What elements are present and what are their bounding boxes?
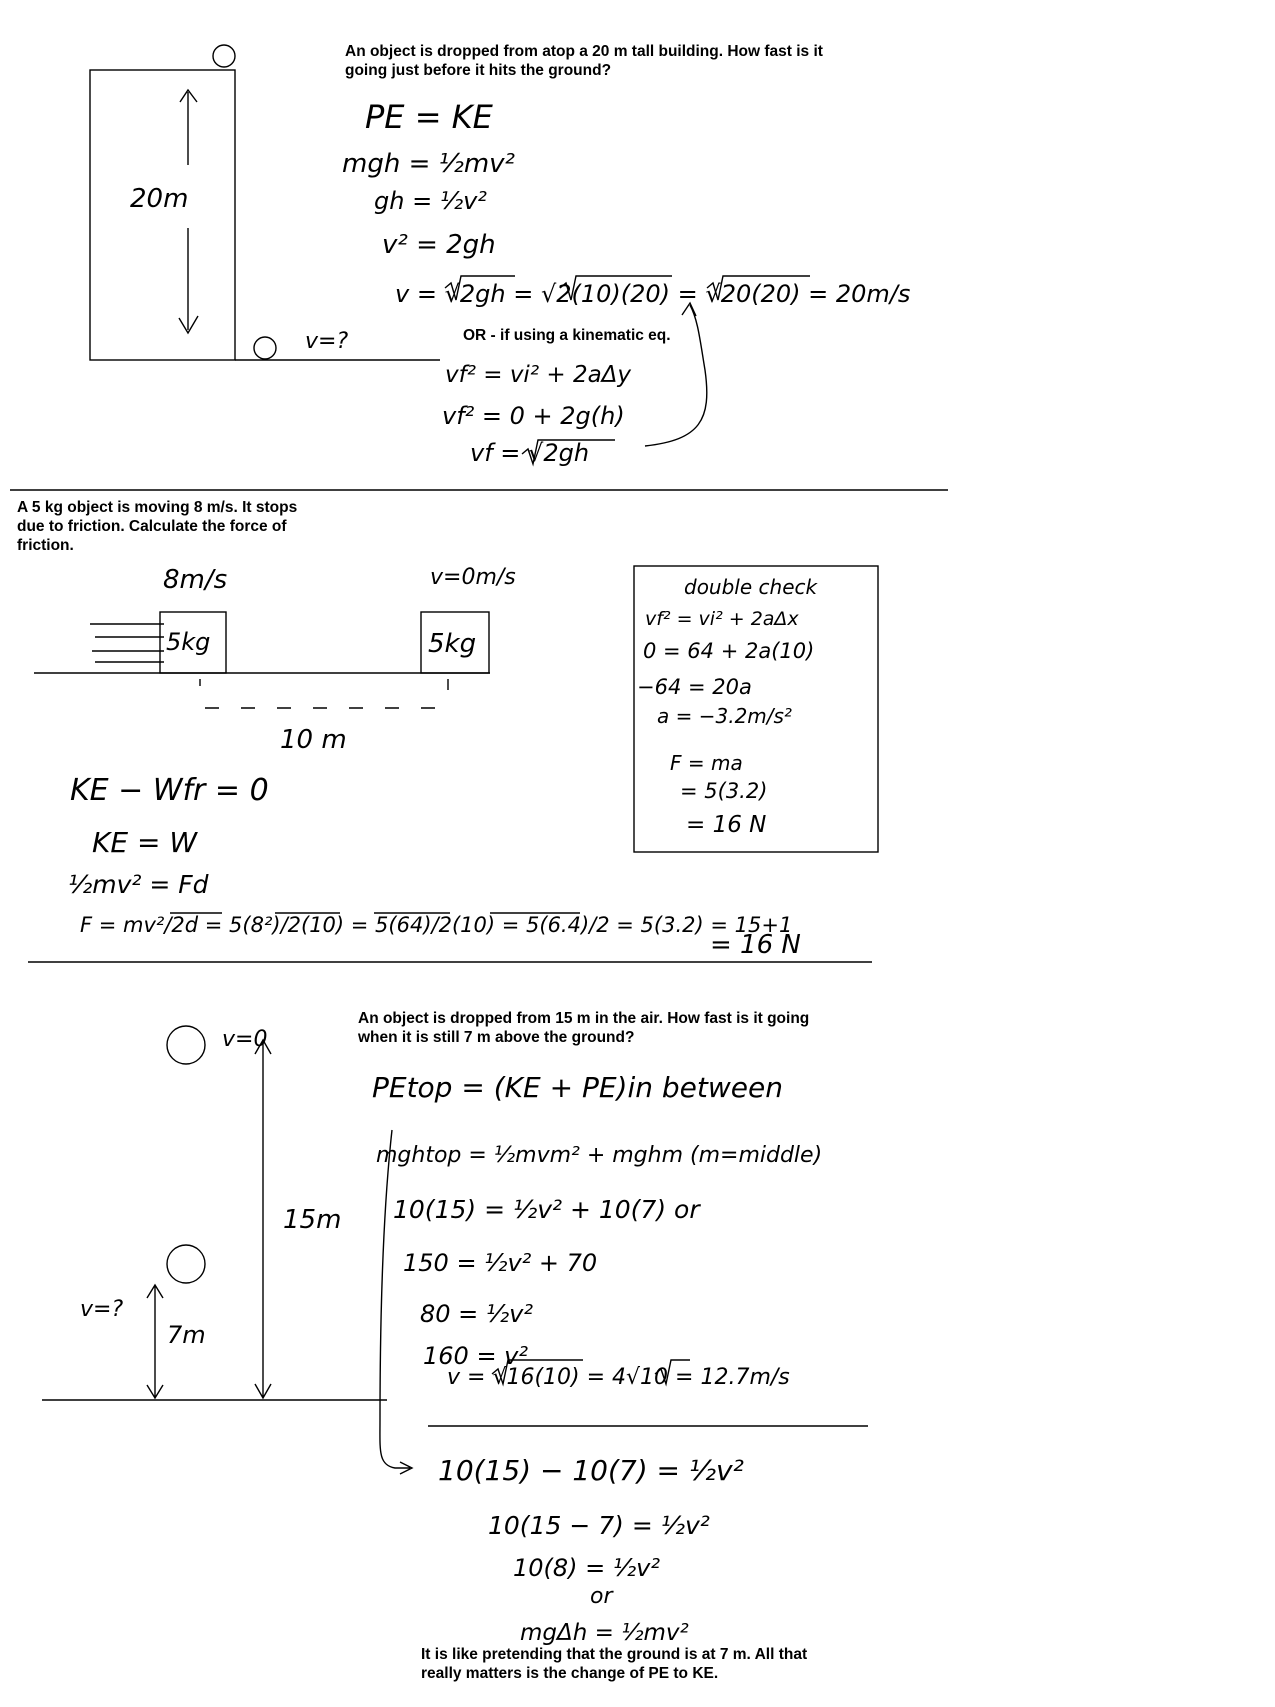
problem1-prompt xyxy=(345,42,823,80)
top-velocity-label: v=0 xyxy=(222,1027,268,1052)
mass-label: 5kg xyxy=(428,629,477,659)
work-line: v = √16(10) = 4√10 = 12.7m/s xyxy=(447,1365,790,1390)
alt-work-line: 10(15 − 7) = ½v² xyxy=(488,1511,710,1540)
alt-method-heading: OR - if using a kinematic eq. xyxy=(463,327,671,344)
work-line: PE = KE xyxy=(365,98,493,136)
work-line: v = √2gh = √2(10)(20) = √20(20) = 20m/s xyxy=(395,280,911,308)
mass-label: 5kg xyxy=(166,628,211,656)
problem2-prompt xyxy=(17,498,297,555)
conclusion-line: really matters is the change of PE to KE. xyxy=(421,1665,719,1682)
work-line: 150 = ½v² + 70 xyxy=(403,1249,598,1277)
final-velocity-label: v=0m/s xyxy=(430,565,516,590)
work-line: KE = W xyxy=(92,826,197,859)
ball-top xyxy=(213,45,235,67)
work-line: = 16 N xyxy=(710,930,801,960)
prompt-line: An object is dropped from 15 m in the air. How fast is it going xyxy=(358,1010,810,1027)
double-check-line: = 16 N xyxy=(686,812,767,838)
work-line: 160 = v² xyxy=(423,1342,528,1370)
prompt-line: friction. xyxy=(17,537,74,554)
initial-velocity-label: 8m/s xyxy=(163,565,228,595)
work-line: v² = 2gh xyxy=(382,230,496,260)
ball-bottom xyxy=(254,337,276,359)
bracket-arrow-icon xyxy=(380,1130,412,1474)
work-line: gh = ½v² xyxy=(374,187,487,215)
work-line: F = mv²/2d = 5(8²)/2(10) = 5(64)/2(10) = 5(6.4)/2 = 5(3.2) = 15+1 xyxy=(80,913,793,937)
prompt-line: when it is still 7 m above the ground? xyxy=(358,1029,635,1046)
velocity-unknown-label: v=? xyxy=(305,329,349,354)
alt-work-line: mgΔh = ½mv² xyxy=(520,1620,689,1646)
work-line: ½mv² = Fd xyxy=(68,870,209,899)
alt-work-line: vf = √2gh xyxy=(470,439,590,467)
double-check-line: vf² = vi² + 2aΔx xyxy=(645,608,799,630)
alt-work-line: 10(15) − 10(7) = ½v² xyxy=(438,1454,744,1487)
double-check-title: double check xyxy=(684,575,818,599)
alt-work-line: 10(8) = ½v² xyxy=(513,1554,660,1582)
prompt-line: going just before it hits the ground? xyxy=(345,62,612,79)
curved-arrow-icon xyxy=(645,303,707,446)
height-arrow-7m xyxy=(147,1285,163,1398)
prompt-line: A 5 kg object is moving 8 m/s. It stops xyxy=(17,499,298,516)
double-check-line: a = −3.2m/s² xyxy=(657,704,792,728)
prompt-line: An object is dropped from atop a 20 m tall building. How fast is it xyxy=(345,43,823,60)
work-line: PEtop = (KE + PE)in between xyxy=(372,1071,783,1104)
height-total-label: 15m xyxy=(283,1205,342,1235)
work-line: 10(15) = ½v² + 10(7) or xyxy=(393,1195,700,1224)
arrow-up-icon xyxy=(180,90,197,165)
height-mid-label: 7m xyxy=(167,1321,206,1349)
conclusion-line: It is like pretending that the ground is at 7 m. All that xyxy=(421,1646,808,1663)
double-check-line: F = ma xyxy=(670,751,743,775)
height-arrow-15m xyxy=(255,1040,271,1398)
distance-label: 10 m xyxy=(280,725,347,755)
ball-middle xyxy=(167,1245,205,1283)
prompt-line: due to friction. Calculate the force of xyxy=(17,518,287,535)
problem3-conclusion xyxy=(421,1645,807,1683)
arrow-down-icon xyxy=(179,228,198,333)
height-label: 20m xyxy=(130,184,189,214)
work-line: mghtop = ½mvm² + mghm (m=middle) xyxy=(376,1143,823,1168)
double-check-line: = 5(3.2) xyxy=(680,779,768,803)
ball-top xyxy=(167,1026,205,1064)
alt-work-line: vf² = 0 + 2g(h) xyxy=(442,402,625,430)
alt-work-line: or xyxy=(590,1584,613,1609)
problem3-prompt xyxy=(358,1009,809,1047)
double-check-line: −64 = 20a xyxy=(637,675,752,699)
work-line: KE − Wfr = 0 xyxy=(70,773,269,808)
building-rect xyxy=(90,70,235,360)
alt-work-line: vf² = vi² + 2aΔy xyxy=(445,362,632,388)
work-line: 80 = ½v² xyxy=(420,1300,533,1328)
velocity-unknown-label: v=? xyxy=(80,1297,124,1322)
double-check-line: 0 = 64 + 2a(10) xyxy=(643,639,815,663)
work-line: mgh = ½mv² xyxy=(342,149,515,179)
